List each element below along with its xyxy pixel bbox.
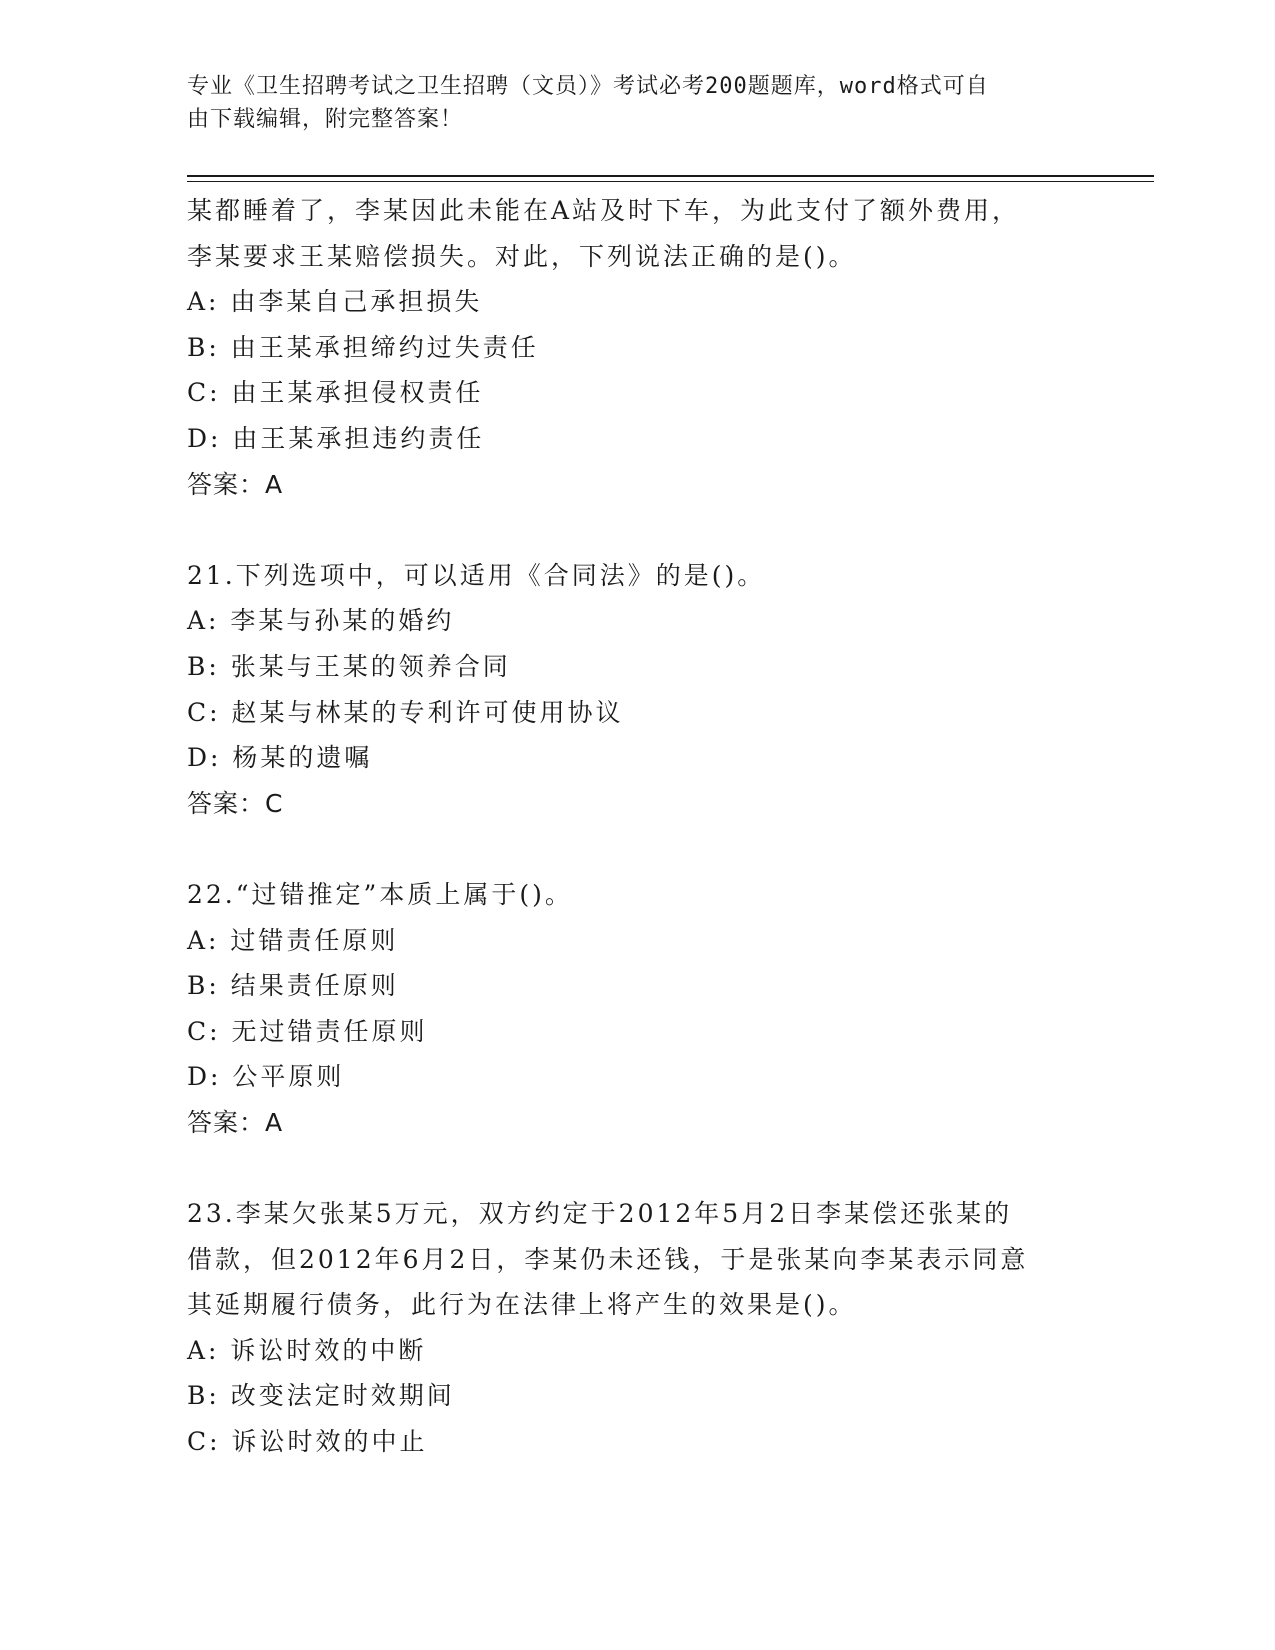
question-21: [187, 553, 1087, 827]
header-title-line-2: 由下载编辑，附完整答案！: [187, 107, 464, 132]
option-b: B: 改变法定时效期间: [187, 1381, 455, 1411]
option-c: C: 赵某与林某的专利许可使用协议: [187, 697, 624, 727]
question-stem-line: 其延期履行债务，此行为在法律上将产生的效果是()。: [187, 1290, 857, 1320]
document-header: [187, 70, 1087, 136]
question-stem-line: 某都睡着了，李某因此未能在A站及时下车，为此支付了额外费用，: [187, 196, 1021, 225]
header-title-line-1: 专业《卫生招聘考试之卫生招聘（文员）》考试必考200题题库，word格式可自: [187, 74, 989, 99]
option-d: D: 由王某承担违约责任: [187, 423, 485, 453]
option-b: B: 结果责任原则: [187, 971, 399, 1001]
option-d: D: 杨某的遗嘱: [187, 743, 373, 773]
spacer: [187, 1145, 1087, 1191]
question-stem-line: 借款，但2012年6月2日，李某仍未还钱，于是张某向李某表示同意: [187, 1244, 1029, 1274]
question-stem-line: 李某要求王某赔偿损失。对此，下列说法正确的是()。: [187, 241, 857, 271]
option-a: A: 李某与孙某的婚约: [187, 606, 455, 636]
answer-line: 答案：C: [187, 788, 284, 818]
answer-line: 答案：A: [187, 469, 284, 499]
answer-line: 答案：A: [187, 1107, 284, 1137]
option-a: A: 过错责任原则: [187, 925, 399, 955]
option-a: A: 由李某自己承担损失: [187, 287, 483, 317]
question-stem-line: 22.“过错推定”本质上属于()。: [187, 879, 573, 909]
spacer: [187, 507, 1087, 553]
header-divider-thick: [187, 175, 1154, 177]
option-c: C: 诉讼时效的中止: [187, 1427, 428, 1457]
option-c: C: 由王某承担侵权责任: [187, 378, 484, 408]
option-b: B: 由王某承担缔约过失责任: [187, 332, 539, 362]
question-22: [187, 872, 1087, 1146]
option-b: B: 张某与王某的领养合同: [187, 651, 511, 681]
option-a: A: 诉讼时效的中断: [187, 1335, 427, 1365]
document-body: [187, 188, 1087, 1465]
question-stem-line: 21.下列选项中，可以适用《合同法》的是()。: [187, 560, 766, 590]
question-23: [187, 1191, 1087, 1465]
question-stem-line: 23.李某欠张某5万元，双方约定于2012年5月2日李某偿还张某的: [187, 1199, 1013, 1229]
question-20: [187, 188, 1087, 507]
spacer: [187, 826, 1087, 872]
header-divider-thin: [187, 181, 1154, 182]
option-c: C: 无过错责任原则: [187, 1016, 428, 1046]
option-d: D: 公平原则: [187, 1062, 345, 1092]
